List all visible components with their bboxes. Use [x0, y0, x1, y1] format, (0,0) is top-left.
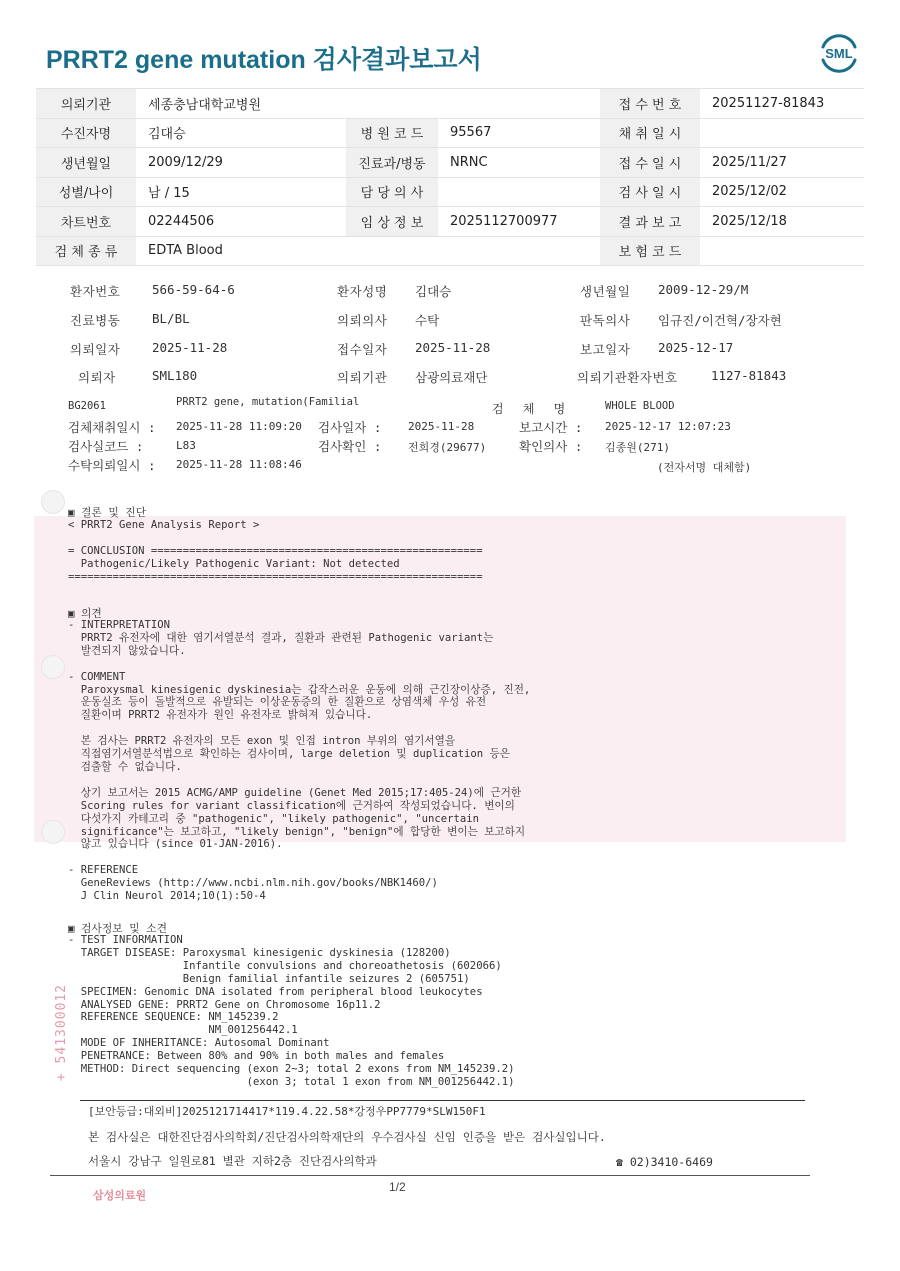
punch-hole	[41, 655, 65, 679]
header-label: 검 사 일 시	[600, 178, 700, 207]
info-label: 환자번호	[70, 284, 121, 299]
info-value: 수탁	[415, 313, 440, 328]
patient-header-table	[36, 88, 864, 266]
specimen-label: 검 체 명	[492, 402, 572, 416]
info-label: 의뢰일자	[70, 342, 121, 357]
header-label: 성별/나이	[36, 178, 136, 207]
info-value: SML180	[152, 368, 198, 383]
header-label	[346, 237, 438, 266]
hospital-name: 삼성의료원	[93, 1189, 147, 1202]
info-value: 임규진/이건혁/장자현	[658, 313, 782, 328]
header-label: 결 과 보 고	[600, 207, 700, 236]
header-label	[346, 89, 438, 118]
info-value: 김대승	[415, 284, 452, 299]
info-label: 환자성명	[337, 284, 388, 299]
header-label: 수진자명	[36, 119, 136, 148]
request-time-label: 수탁의뢰일시 :	[68, 458, 156, 473]
request-time-value: 2025-11-28 11:08:46	[176, 458, 302, 471]
test-code: BG2061	[68, 400, 106, 412]
logo-text: SML	[825, 46, 853, 61]
header-label: 접 수 번 호	[600, 89, 700, 118]
header-value: 2009/12/29	[148, 154, 223, 170]
info-label: 의뢰자	[78, 370, 116, 385]
side-barcode-number: + 541300012	[54, 984, 69, 1082]
security-line: [보안등급:대외비]2025121714417*119.4.22.58*강정우PP7779*SLW150F1	[88, 1105, 486, 1118]
header-value: 김대승	[148, 127, 186, 143]
phone-number: ☎ 02)3410-6469	[616, 1155, 713, 1169]
info-label: 의뢰의사	[337, 313, 388, 328]
punch-hole	[41, 820, 65, 844]
header-row	[36, 88, 864, 119]
info-label: 진료병동	[70, 313, 121, 328]
header-label: 병 원 코 드	[346, 119, 438, 148]
sml-logo	[816, 32, 862, 74]
test-information-body: - TEST INFORMATION TARGET DISEASE: Paroxysmal kinesigenic dyskinesia (128200) Infantile convulsions and choreoathetosis (602066) Benign familial infantile seizures 2 (605751) SPECIMEN: Genomic DNA isolated from peripheral blood leukocytes ANALYSED GENE: PRRT2 Gene on Chromosome 16p11.2 REFERENCE SEQUENCE: NM_145239.2 NM_001256442.1 MODE OF INHERITANCE: Autosomal Dominant PENETRANCE: Between 80% and 90% in both males and females METHOD: Direct sequencing (exon 2~3; total 2 exons from NM_145239.2) (exon 3; total 1 exon from NM_001256442.1)	[68, 934, 515, 1088]
opinion-body: - INTERPRETATION PRRT2 유전자에 대한 염기서열분석 결과, 질환과 관련된 Pathogenic variant는 발견되지 않았습니다. - COMMENT Paroxysmal kinesigenic dyskinesia는 갑작스러운 운동에 의해 근긴장이상증, 진전, 운동실조 등이 돌발적으로 유발되는 이상운동증의 한 질환으로 상염색체 우성 유전 질환이며 PRRT2 유전자가 원인 유전자로 밝혀져 있습니다. 본 검사는 PRRT2 유전자의 모든 exon 및 인접 intron 부위의 염기서열을 직접염기서열분석법으로 확인하는 검사이며, large deletion 및 duplication 등은 검출할 수 없습니다. 상기 보고서는 2015 ACMG/AMP guideline (Genet Med 2015;17:405-24)에 근거한 Scoring rules for variant classification에 근거하여 작성되었습니다. 변이의 다섯가지 카테고리 중 "pathogenic", "likely pathogenic", "uncertain significance"는 보고하고, "likely benign", "benign"에 합당한 변이는 보고하지 않고 있습니다 (since 01-JAN-2016). - REFERENCE GeneReviews (http://www.ncbi.nlm.nih.gov/books/NBK1460/) J Clin Neurol 2014;10(1):50-4	[68, 619, 531, 903]
header-value: 남 / 15	[148, 186, 190, 202]
info-value: BL/BL	[152, 311, 190, 326]
address-line: 서울시 강남구 일원로81 별관 지하2층 진단검사의학과	[88, 1154, 377, 1168]
header-label: 채 취 일 시	[600, 119, 700, 148]
info-value: 566-59-64-6	[152, 282, 235, 297]
header-value: EDTA Blood	[148, 243, 223, 259]
header-value: 2025112700977	[450, 213, 558, 229]
header-value: 2025/11/27	[712, 154, 787, 170]
specimen-value: WHOLE BLOOD	[605, 400, 675, 412]
test-name: PRRT2 gene, mutation(Familial	[176, 396, 360, 408]
info-label: 판독의사	[580, 313, 631, 328]
info-value: 2025-11-28	[415, 340, 491, 355]
header-value: 95567	[450, 125, 492, 141]
confirmer-label: 확인의사 :	[519, 439, 583, 454]
info-label: 의뢰기관	[337, 370, 388, 385]
info-value: 2025-12-17	[658, 340, 734, 355]
header-value: 20251127-81843	[712, 95, 825, 111]
header-label: 담 당 의 사	[346, 178, 438, 207]
info-value: 2025-11-28	[152, 340, 228, 355]
header-label: 의뢰기관	[36, 89, 136, 118]
lab-code-label: 검사실코드 :	[68, 439, 144, 454]
report-time-label: 보고시간 :	[519, 420, 583, 435]
opinion-heading: ▣ 의견	[68, 607, 102, 620]
header-label: 접 수 일 시	[600, 148, 700, 177]
header-label: 차트번호	[36, 207, 136, 236]
esign-note: (전자서명 대체함)	[657, 461, 752, 474]
certification-line: 본 검사실은 대한진단검사의학회/진단검사의학재단의 우수검사실 신임 인증을 받은 검사실입니다.	[88, 1130, 606, 1144]
confirm-label: 검사확인 :	[318, 439, 382, 454]
header-label: 생년월일	[36, 148, 136, 177]
confirmer-value: 김종원(271)	[605, 441, 670, 454]
info-label: 보고일자	[580, 342, 631, 357]
collect-value: 2025-11-28 11:09:20	[176, 420, 302, 433]
info-label: 생년월일	[580, 284, 631, 299]
footer-bottom-divider	[50, 1175, 810, 1176]
header-value: 02244506	[148, 213, 215, 229]
header-value: 2025/12/02	[712, 184, 787, 200]
lab-code-value: L83	[176, 439, 196, 452]
info-value: 2009-12-29/M	[658, 282, 749, 297]
header-value: 세종충남대학교병원	[148, 97, 262, 113]
test-information-heading: ▣ 검사정보 및 소견	[68, 922, 168, 935]
info-label: 의뢰기관환자번호	[577, 370, 678, 385]
info-label: 접수일자	[337, 342, 388, 357]
header-label: 검 체 종 류	[36, 237, 136, 266]
header-row	[36, 237, 864, 267]
report-title: PRRT2 gene mutation 검사결과보고서	[46, 46, 482, 74]
header-label: 임 상 정 보	[346, 207, 438, 236]
header-label: 진료과/병동	[346, 148, 438, 177]
report-time-value: 2025-12-17 12:07:23	[605, 420, 731, 433]
header-row	[36, 207, 864, 237]
punch-hole	[41, 490, 65, 514]
test-date-label: 검사일자 :	[318, 420, 382, 435]
collect-label: 검체채취일시 :	[68, 420, 156, 435]
footer-divider	[80, 1100, 805, 1101]
page-number: 1/2	[389, 1180, 406, 1194]
header-value: 2025/12/18	[712, 213, 787, 229]
test-date-value: 2025-11-28	[408, 420, 475, 433]
info-value: 1127-81843	[711, 368, 787, 383]
info-value: 삼광의료재단	[415, 370, 488, 385]
conclusion-heading: ▣ 결론 및 진단	[68, 506, 147, 519]
header-row	[36, 178, 864, 208]
conclusion-body: < PRRT2 Gene Analysis Report > = CONCLUSION ==================================================== Pathogenic/Likely Pathogenic Variant: Not detected =================================================================	[68, 519, 483, 583]
header-row	[36, 119, 864, 149]
header-value: NRNC	[450, 154, 488, 170]
header-label: 보 험 코 드	[600, 237, 700, 266]
confirm-value: 전희경(29677)	[408, 441, 487, 454]
header-row	[36, 148, 864, 178]
